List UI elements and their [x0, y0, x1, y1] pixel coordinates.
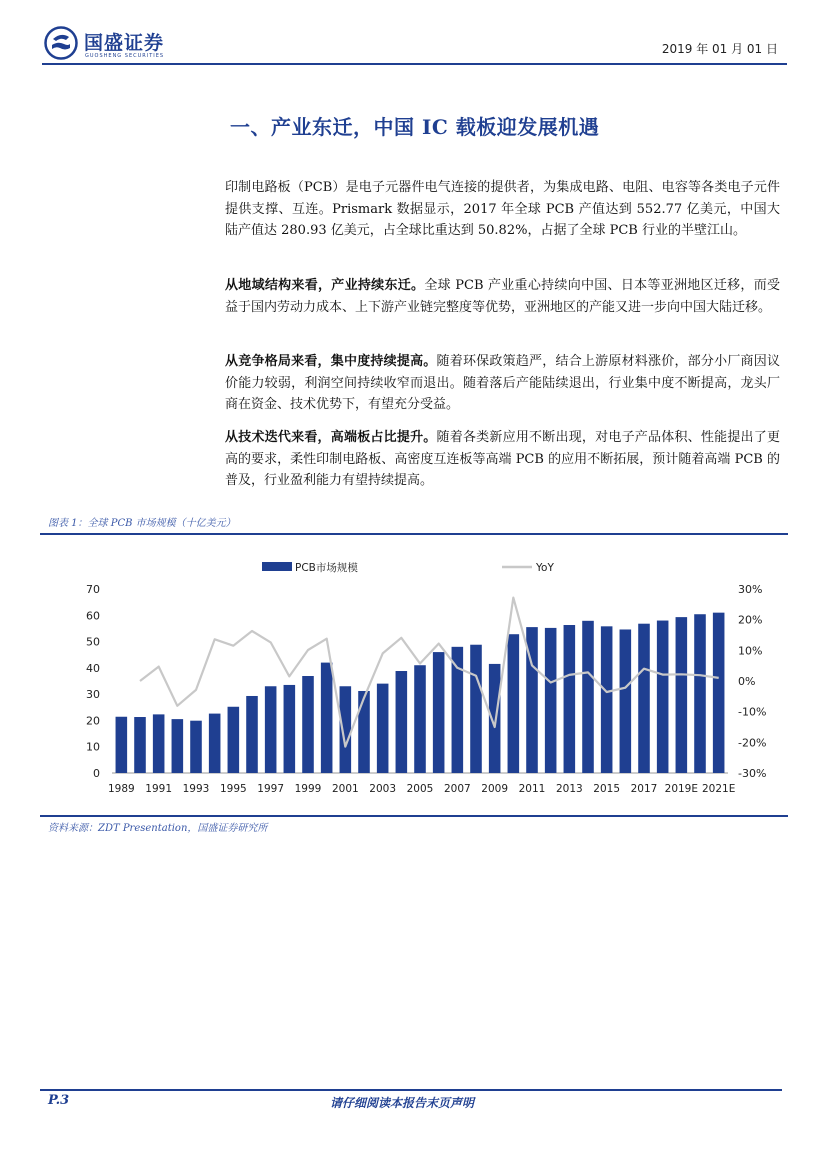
header-divider [42, 63, 787, 65]
x-tick-label: 2007 [443, 783, 471, 795]
y-left-tick-label: 40 [86, 661, 100, 675]
x-tick-label: 2015 [593, 783, 621, 795]
paragraph-body: 随着环保政策趋严，结合上游原材料涨价，部分小厂商因议价能力较弱，利润空间持续收窄而退出。随着落后产能陆续退出，行业集中度不断提高，龙头厂商在资金、技术优势下，有望充分受益。 [225, 354, 780, 412]
bar-2000 [321, 663, 333, 773]
x-tick-label: 1999 [294, 783, 322, 795]
y-right-tick-label: -10% [738, 705, 767, 719]
x-tick-label: 2011 [518, 783, 546, 795]
brand-name: 国盛证券 [84, 32, 165, 54]
paragraph-body: 印制电路板（PCB）是电子元器件电气连接的提供者，为集成电路、电阻、电容等各类电子元件提供支撑、互连。Prismark 数据显示，2017 年全球 PCB 产值达到 552.77 亿美元，中国大陆产值达 280.93 亿美元，占全球比重达到 50.82%，占据了全球 PCB 行业的半壁江山。 [225, 180, 780, 238]
x-tick-label: 2005 [406, 783, 434, 795]
page-header [40, 22, 788, 62]
y-right-tick-label: -30% [738, 767, 767, 780]
bar-2015 [601, 626, 613, 773]
y-left-tick-label: 70 [86, 583, 100, 596]
figure-caption: 图表 1：全球 PCB 市场规模（十亿美元） [48, 518, 236, 529]
x-tick-label: 1991 [145, 783, 173, 795]
pcb-market-chart [40, 545, 788, 810]
bar-1995 [228, 707, 240, 773]
bar-1991 [153, 714, 165, 773]
logo-icon [44, 26, 78, 60]
bar-2006 [433, 652, 445, 773]
y-left-tick-label: 30 [86, 688, 100, 702]
y-left-tick-label: 50 [86, 635, 100, 649]
bar-2012 [545, 628, 557, 773]
figure-source: 资料来源：ZDT Presentation，国盛证券研究所 [48, 823, 268, 834]
legend-line-label: YoY [536, 562, 554, 574]
bar-2019E [676, 617, 688, 773]
bar-1998 [284, 685, 296, 773]
paragraph-competition [225, 351, 780, 416]
bar-1994 [209, 714, 221, 773]
x-tick-label: 1989 [107, 783, 135, 795]
bar-2010 [508, 634, 520, 773]
paragraph-lead: 从竞争格局来看，集中度持续提高。 [225, 354, 437, 369]
report-date: 2019 年 01 月 01 日 [661, 42, 778, 56]
bar-2014 [582, 621, 594, 773]
bar-2016 [620, 629, 632, 773]
y-left-tick-label: 0 [93, 767, 100, 780]
bar-2013 [564, 625, 576, 773]
yoy-line [140, 598, 719, 747]
y-right-tick-label: -20% [738, 736, 767, 750]
bar-1990 [134, 717, 146, 773]
legend-bar-label: PCB市场规模 [295, 562, 358, 574]
paragraph-body: 随着各类新应用不断出现，对电子产品体积、性能提出了更高的要求，柔性印制电路板、高密度互连板等高端 PCB 的应用不断拓展，预计随着高端 PCB 的普及，行业盈利能力有望持续提高。 [225, 430, 780, 488]
paragraph-technology [225, 427, 780, 492]
x-tick-label: 1993 [182, 783, 210, 795]
footer-divider [40, 1089, 782, 1091]
x-tick-label: 1995 [219, 783, 247, 795]
y-right-tick-label: 20% [738, 613, 763, 627]
bar-2003 [377, 684, 389, 773]
bar-2020E [694, 614, 706, 773]
y-right-tick-label: 0% [738, 675, 756, 688]
bar-2008 [470, 645, 482, 773]
figure-top-rule [40, 533, 788, 535]
x-tick-label: 2001 [331, 783, 359, 795]
bar-1996 [246, 696, 258, 773]
bar-2005 [414, 665, 426, 773]
y-left-tick-label: 20 [86, 714, 100, 728]
bar-2021E [713, 613, 725, 773]
bar-2002 [358, 691, 370, 773]
bar-2017 [638, 624, 650, 773]
paragraph-lead: 从地域结构来看，产业持续东迁。 [225, 278, 425, 293]
bar-1992 [172, 719, 184, 773]
brand-subtitle: GUOSHENG SECURITIES [85, 53, 165, 59]
bar-1993 [190, 721, 202, 773]
paragraph-region [225, 275, 780, 318]
paragraph-body: 全球 PCB 产业重心持续向中国、日本等亚洲地区迁移，而受益于国内劳动力成本、上下游产业链完整度等优势，亚洲地区的产能又进一步向中国大陆迁移。 [225, 278, 780, 315]
paragraph-lead: 从技术迭代来看，高端板占比提升。 [225, 430, 437, 445]
y-right-tick-label: 10% [738, 644, 763, 658]
bar-1999 [302, 676, 314, 773]
x-tick-label: 2003 [369, 783, 397, 795]
disclaimer-note: 请仔细阅读本报告末页声明 [330, 1096, 475, 1110]
y-left-tick-label: 60 [86, 609, 100, 623]
section-title: 一、产业东迁，中国 IC 载板迎发展机遇 [230, 115, 600, 139]
brand-logo [44, 26, 204, 62]
x-tick-label: 2009 [481, 783, 509, 795]
x-tick-label: 2013 [555, 783, 583, 795]
bar-1989 [116, 717, 128, 773]
bar-2004 [396, 671, 408, 773]
paragraph-intro [225, 177, 780, 242]
legend-bar-swatch [262, 562, 292, 571]
y-left-tick-label: 10 [86, 740, 100, 754]
y-right-tick-label: 30% [738, 583, 763, 596]
x-tick-label: 1997 [257, 783, 285, 795]
x-tick-label: 2019E [664, 783, 699, 795]
figure-bottom-rule [40, 815, 788, 817]
x-tick-label: 2017 [630, 783, 658, 795]
bar-1997 [265, 686, 277, 773]
page-number: P.3 [48, 1093, 70, 1108]
bar-2018 [657, 621, 669, 773]
x-tick-label: 2021E [701, 783, 736, 795]
bar-2007 [452, 647, 464, 773]
